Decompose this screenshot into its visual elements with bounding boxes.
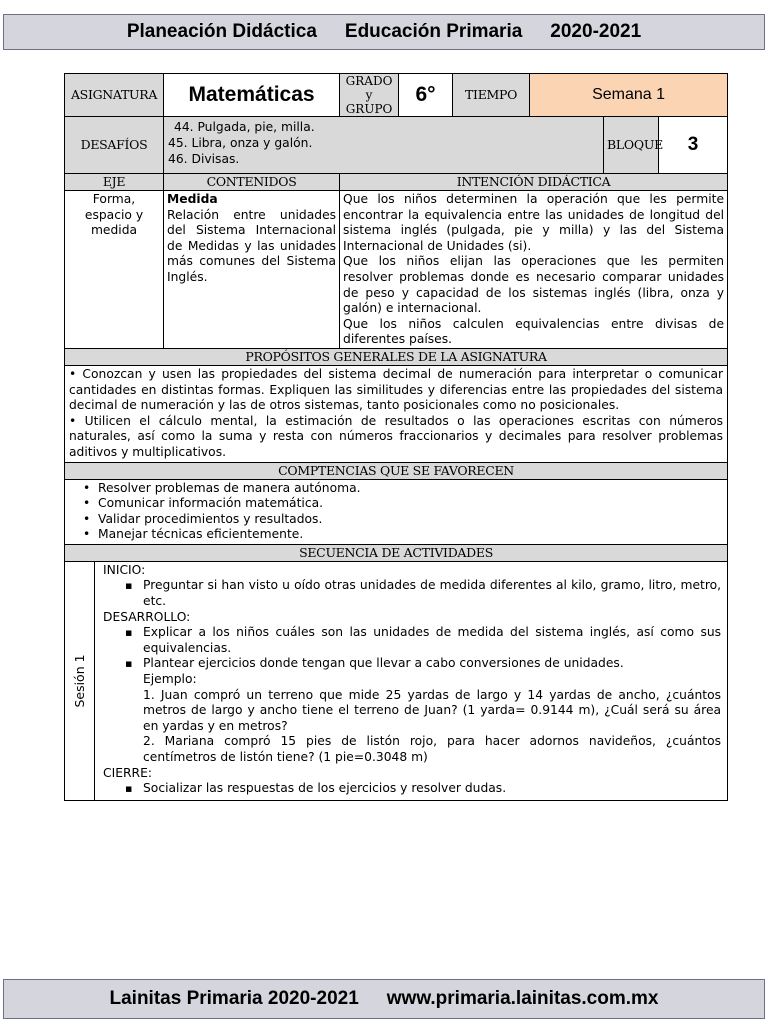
sesion-cell (65, 561, 95, 800)
intencion-item: Que los niños determinen la operación que les permite encontrar la equivalencia entre las unidades de longitud del sistema inglés (pulgada, pie y milla) y las del Sistema Internacional de Unidades (si). (343, 192, 725, 253)
planeacion-table (64, 73, 728, 801)
competencias-cell (65, 479, 728, 544)
proposito-item: • Utilicen el cálculo mental, la estimación de resultados o las operaciones escritas con números naturales, así como la suma y resta con números fraccionarios y decimales para resolver problemas aditivos y multiplicativos. (69, 413, 724, 459)
ejemplo-label: Ejemplo: (143, 672, 197, 687)
intencion-item: Que los niños elijan las operaciones que les permiten resolver problemas donde es necesario comparar unidades de peso y capacidad de los sistemas inglés (libra, onza y galón) e internacional. (343, 254, 725, 316)
footer-site-name: Lainitas Primaria 2020-2021 (109, 988, 359, 1009)
sesion-label: Sesión 1 (71, 654, 87, 708)
footer-url[interactable]: www.primaria.lainitas.com.mx (386, 988, 659, 1009)
contenidos-body: Relación entre unidades del Sistema Internacional de Medidas y las unidades más comunes del Sistema Inglés. (167, 207, 337, 284)
ejemplo-item: 1. Juan compró un terreno que mide 25 yardas de largo y 14 yardas de ancho, ¿cuántos metros de largo y ancho tiene el terreno de Juan? (1 yarda= 0.9144 m), ¿Cuál será su área en yardas y en metros? (143, 687, 722, 733)
intencion-item: Que los niños calculen equivalencias entre divisas de diferentes países. (343, 316, 725, 347)
header-year: 2020-2021 (550, 21, 642, 42)
competencia-item: • Resolver problemas de manera autónoma. (77, 481, 723, 497)
asignatura-label: ASIGNATURA (65, 74, 164, 117)
intencion-cell (340, 191, 728, 349)
desarrollo-item: ▪ Plantear ejercicios donde tengan que llevar a cabo conversiones de unidades. (125, 656, 721, 672)
secuencia-cell (95, 561, 728, 800)
contenidos-title: Medida (167, 192, 218, 206)
eje-value: Forma, espacio y medida (65, 191, 164, 349)
desafio-item: 44. Pulgada, pie, milla. (174, 120, 315, 134)
contenidos-header: CONTENIDOS (164, 174, 340, 191)
desarrollo-label: DESARROLLO: (103, 609, 191, 624)
header-banner (3, 14, 765, 50)
grado-value: 6° (399, 74, 453, 117)
desarrollo-list (99, 625, 721, 672)
cierre-list (99, 781, 721, 797)
competencias-list (69, 481, 723, 543)
header-level: Educación Primaria (344, 21, 523, 42)
intencion-header: INTENCIÓN DIDÁCTICA (340, 174, 728, 191)
desafio-item: 45. Libra, onza y galón. (168, 136, 313, 150)
inicio-label: INICIO: (103, 562, 146, 577)
bloque-value: 3 (659, 117, 728, 174)
cierre-item: ▪ Socializar las respuestas de los ejercicios y resolver dudas. (125, 781, 721, 797)
bloque-label: BLOQUE (604, 117, 659, 174)
inicio-item: ▪ Preguntar si han visto u oído otras unidades de medida diferentes al kilo, gramo, litro, metro, etc. (125, 578, 721, 609)
header-title: Planeación Didáctica (126, 21, 317, 42)
ejemplo-item: 2. Mariana compró 15 pies de listón rojo, para hacer adornos navideños, ¿cuántos centímetros de listón tiene? (1 pie=0.3048 m) (143, 734, 722, 764)
footer-banner (3, 979, 765, 1019)
proposito-item: • Conozcan y usen las propiedades del sistema decimal de numeración para interpretar o comunicar cantidades en distintas formas. Expliquen las similitudes y diferencias entre las propiedades del sistema decimal de numeración y las de otros sistemas, tanto posicionales como no posicionales. (69, 366, 724, 413)
inicio-list (99, 578, 721, 609)
competencia-item: • Manejar técnicas eficientemente. (77, 527, 723, 543)
propositos-cell (65, 365, 728, 462)
competencias-header: COMPTENCIAS QUE SE FAVORECEN (65, 462, 728, 479)
desafios-label: DESAFÍOS (65, 117, 164, 174)
desafios-list (164, 117, 604, 174)
competencia-item: • Comunicar información matemática. (77, 496, 723, 512)
grado-label: GRADO y GRUPO (340, 74, 399, 117)
desafio-item: 46. Divisas. (168, 152, 240, 166)
tiempo-value: Semana 1 (530, 74, 728, 117)
cierre-label: CIERRE: (103, 765, 152, 780)
asignatura-value: Matemáticas (164, 74, 340, 117)
desarrollo-item: ▪ Explicar a los niños cuáles son las unidades de medida del sistema inglés, así como sus equivalencias. (125, 625, 721, 656)
tiempo-label: TIEMPO (453, 74, 530, 117)
propositos-header: PROPÓSITOS GENERALES DE LA ASIGNATURA (65, 348, 728, 365)
eje-header: EJE (65, 174, 164, 191)
contenidos-cell (164, 191, 340, 349)
secuencia-header: SECUENCIA DE ACTIVIDADES (65, 544, 728, 561)
competencia-item: • Validar procedimientos y resultados. (77, 512, 723, 528)
